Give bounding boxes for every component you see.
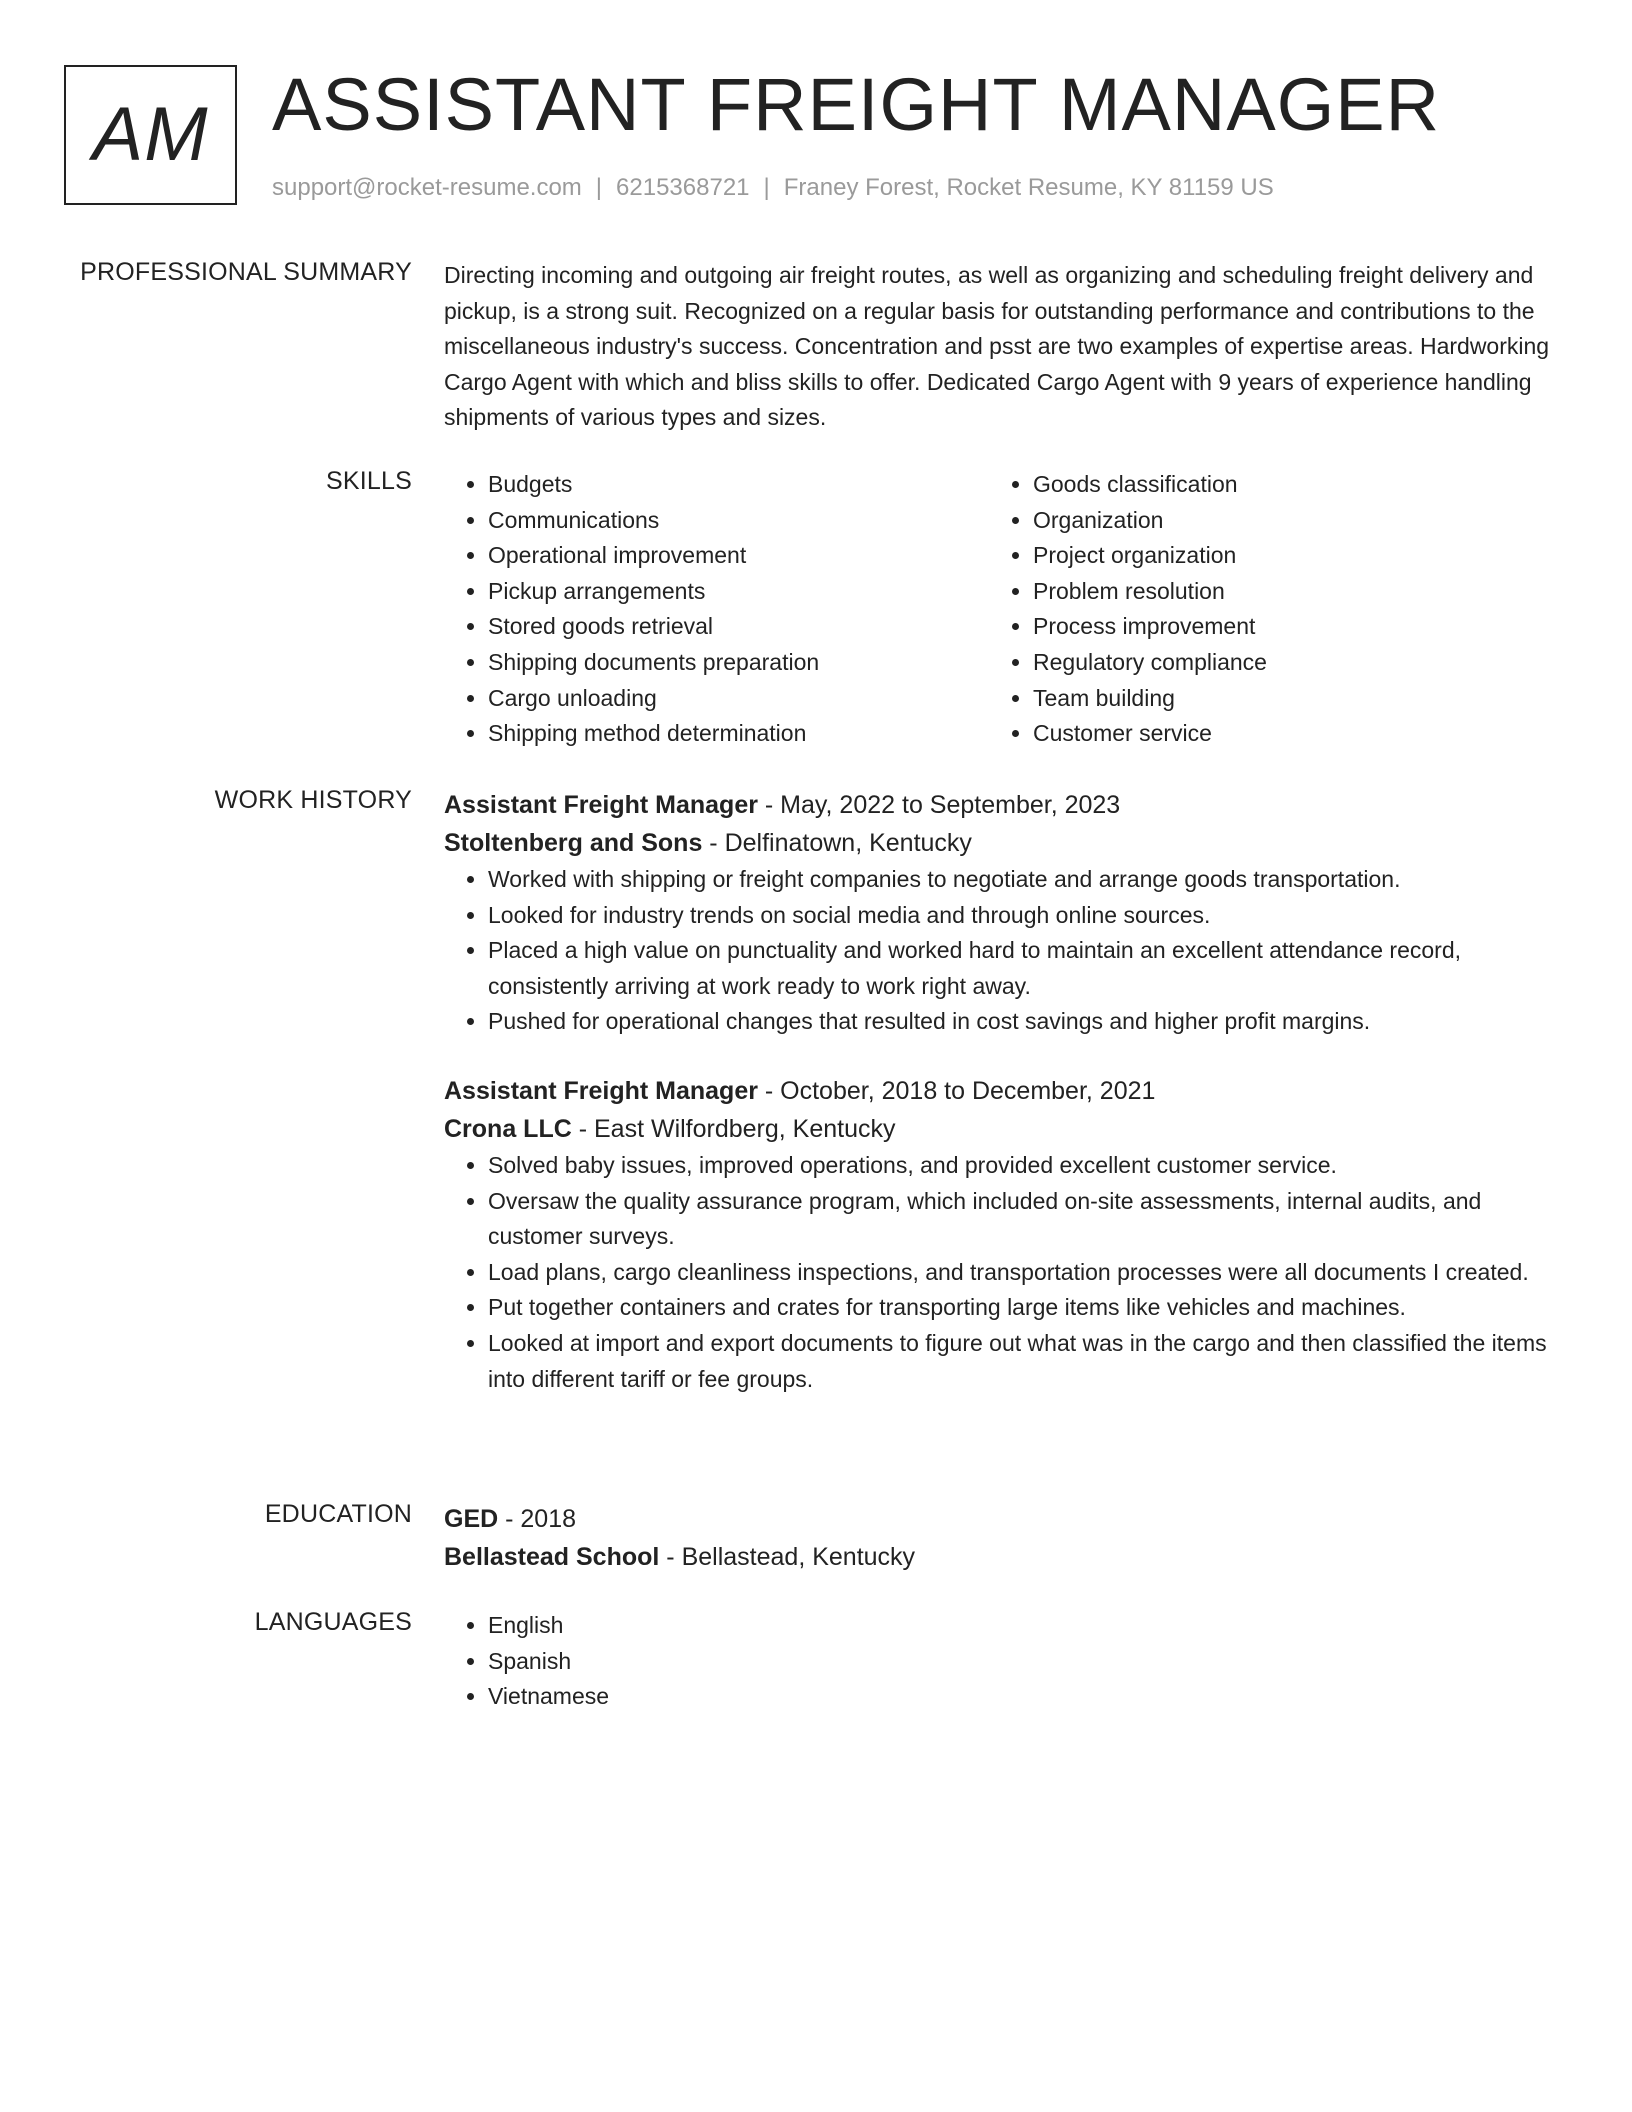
skill-item: • Process improvement <box>1033 609 1534 645</box>
contact-address: Franey Forest, Rocket Resume, KY 81159 US <box>783 174 1274 201</box>
skill-item: • Goods classification <box>1033 467 1534 503</box>
skill-item: • Team building <box>1033 681 1534 717</box>
skill-item: • Problem resolution <box>1033 574 1534 610</box>
skills-body <box>444 467 1560 752</box>
job-duties-list <box>444 1148 1560 1397</box>
skills-column-right <box>989 467 1534 752</box>
contact-phone[interactable]: 6215368721 <box>616 174 750 201</box>
skill-item: • Stored goods retrieval <box>488 609 989 645</box>
job-duty: • Load plans, cargo cleanliness inspections, and transportation processes were all documents I created. <box>488 1255 1560 1291</box>
job-company-line <box>444 824 1560 862</box>
job-duty: • Pushed for operational changes that resulted in cost savings and higher profit margins. <box>488 1004 1560 1040</box>
job-title: Assistant Freight Manager <box>444 1076 758 1105</box>
work-history-body <box>444 786 1560 1397</box>
contact-separator: | <box>595 174 603 201</box>
section-label-work-history: WORK HISTORY <box>214 786 412 814</box>
skill-item: • Shipping documents preparation <box>488 645 989 681</box>
job-duty: • Put together containers and crates for transporting large items like vehicles and machines. <box>488 1290 1560 1326</box>
summary-body <box>444 258 1560 436</box>
skill-item: • Communications <box>488 503 989 539</box>
resume-header <box>64 65 1568 210</box>
job-duty: • Placed a high value on punctuality and worked hard to maintain an excellent attendance record, consistently arriving at work ready to work right away. <box>488 933 1560 1004</box>
skill-item: • Pickup arrangements <box>488 574 989 610</box>
education-degree-line <box>444 1500 1560 1538</box>
skills-list-left <box>444 467 989 752</box>
contact-email[interactable]: support@rocket-resume.com <box>272 174 582 201</box>
section-label-languages: LANGUAGES <box>254 1608 412 1636</box>
education-body <box>444 1500 1560 1576</box>
section-label-summary: PROFESSIONAL SUMMARY <box>80 258 412 286</box>
education-location: - Bellastead, Kentucky <box>659 1543 916 1571</box>
languages-list <box>444 1608 1560 1715</box>
skill-item: • Regulatory compliance <box>1033 645 1534 681</box>
monogram-box <box>64 65 237 205</box>
job-location: - East Wilfordberg, Kentucky <box>571 1114 896 1143</box>
language-item: • Vietnamese <box>488 1679 1560 1715</box>
education-school: Bellastead School <box>444 1543 660 1571</box>
skill-item: • Budgets <box>488 467 989 503</box>
job-duty: • Solved baby issues, improved operations, and provided excellent customer service. <box>488 1148 1560 1184</box>
education-year: - 2018 <box>498 1505 577 1533</box>
job-entry <box>444 1072 1560 1397</box>
candidate-name: ASSISTANT FREIGHT MANAGER <box>272 63 1441 146</box>
job-location: - Delfinatown, Kentucky <box>702 829 972 857</box>
job-title: Assistant Freight Manager <box>444 791 758 819</box>
summary-text: Directing incoming and outgoing air freight routes, as well as organizing and scheduling freight delivery and pickup, is a strong suit. Recognized on a regular basis for outstanding performance and contributions to the miscellaneous industry's success. Concentration and psst are two examples of expertise areas. Hardworking Cargo Agent with which and bliss skills to offer. Dedicated Cargo Agent with 9 years of experience handling shipments of various types and sizes. <box>444 262 1550 431</box>
job-dates: - October, 2018 to December, 2021 <box>757 1076 1156 1105</box>
job-company: Stoltenberg and Sons <box>444 829 703 857</box>
job-duty: • Looked for industry trends on social media and through online sources. <box>488 898 1560 934</box>
job-duty: • Oversaw the quality assurance program, which included on-site assessments, internal audits, and customer surveys. <box>488 1184 1560 1255</box>
skill-item: • Organization <box>1033 503 1534 539</box>
skills-list-right <box>989 467 1534 752</box>
job-company-line <box>444 1110 1560 1148</box>
language-item: • Spanish <box>488 1644 1560 1680</box>
skill-item: • Project organization <box>1033 538 1534 574</box>
job-title-line <box>444 1072 1560 1110</box>
job-title-line <box>444 786 1560 824</box>
monogram-initials: AM <box>92 92 209 177</box>
job-duty: • Looked at import and export documents to figure out what was in the cargo and then classified the items into different tariff or fee groups. <box>488 1326 1560 1397</box>
contact-separator: | <box>763 174 770 201</box>
skill-item: • Operational improvement <box>488 538 989 574</box>
job-duties-list <box>444 862 1560 1040</box>
education-school-line <box>444 1538 1560 1576</box>
skills-column-left <box>444 467 989 752</box>
section-label-education: EDUCATION <box>264 1500 412 1528</box>
job-duty: • Worked with shipping or freight companies to negotiate and arrange goods transportation. <box>488 862 1560 898</box>
skill-item: • Shipping method determination <box>488 716 989 752</box>
skill-item: • Cargo unloading <box>488 681 989 717</box>
language-item: • English <box>488 1608 1560 1644</box>
section-label-skills: SKILLS <box>326 467 412 495</box>
job-entry <box>444 786 1560 1040</box>
education-degree: GED <box>444 1505 499 1533</box>
job-dates: - May, 2022 to September, 2023 <box>757 791 1121 819</box>
languages-body <box>444 1608 1560 1715</box>
contact-line <box>272 174 1274 202</box>
job-company: Crona LLC <box>444 1114 572 1143</box>
skill-item: • Customer service <box>1033 716 1534 752</box>
